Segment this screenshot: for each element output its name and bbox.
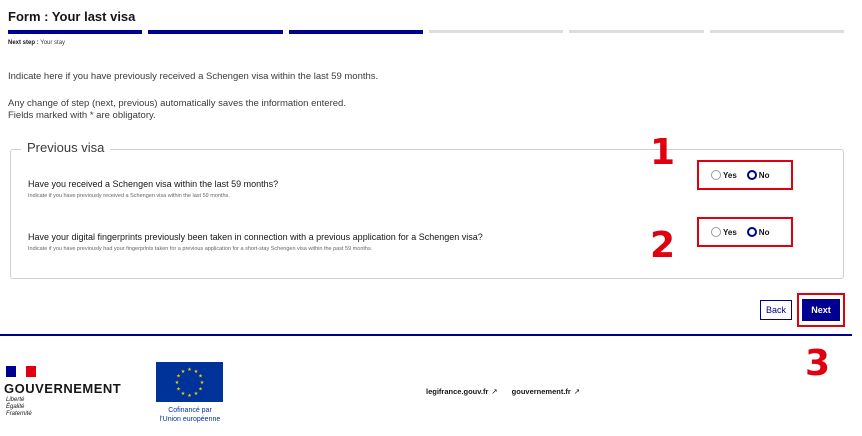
svg-text:★: ★ xyxy=(180,391,186,397)
annotation-number-1: 1 xyxy=(650,132,676,173)
radio-label-yes: Yes xyxy=(723,227,737,237)
link-text: gouvernement.fr xyxy=(511,387,571,396)
question-hint: Indicate if you have previously had your fingerprints taken for a previous application for a short-stay Schengen visa within the past 59 months. xyxy=(28,246,373,252)
footer-link-legifrance[interactable] xyxy=(426,387,498,396)
french-flag-icon xyxy=(6,366,36,377)
radio-yes-fingerprints[interactable] xyxy=(711,227,737,237)
footer-link-gouvernement[interactable] xyxy=(512,387,580,396)
question-schengen-visa xyxy=(28,179,278,199)
svg-text:★: ★ xyxy=(198,386,203,393)
radio-label-no: No xyxy=(758,227,770,237)
radio-label-yes: Yes xyxy=(723,170,737,180)
back-button[interactable]: Back xyxy=(760,300,792,320)
question-fingerprints xyxy=(28,232,483,252)
step-segment-1 xyxy=(8,30,142,34)
fieldset-legend: Previous visa xyxy=(21,140,110,155)
link-text: legifrance.gouv.fr xyxy=(426,387,489,396)
radio-group-schengen-visa xyxy=(697,160,793,190)
svg-text:★: ★ xyxy=(180,369,186,375)
step-segment-6 xyxy=(710,30,844,33)
svg-text:★: ★ xyxy=(176,373,181,380)
svg-text:★: ★ xyxy=(174,380,180,386)
annotation-number-2: 2 xyxy=(650,225,676,266)
radio-unchecked-icon xyxy=(711,227,721,237)
eu-cofinancing-caption xyxy=(140,406,240,424)
radio-no-fingerprints[interactable] xyxy=(747,227,770,237)
svg-text:★: ★ xyxy=(187,393,192,399)
autosave-text: Any change of step (next, previous) automatically saves the information entered. xyxy=(8,98,346,109)
motto-liberte: Liberté xyxy=(6,397,25,403)
previous-visa-fieldset xyxy=(10,140,844,279)
intro-text: Indicate here if you have previously received a Schengen visa within the last 59 months. xyxy=(8,71,379,82)
motto-egalite: Égalité xyxy=(6,404,25,410)
footer-divider xyxy=(0,334,852,336)
question-label: Have your digital fingerprints previously been taken in connection with a previous application for a Schengen visa? xyxy=(28,232,483,242)
question-label: Have you received a Schengen visa within the last 59 months? xyxy=(28,179,279,189)
step-segment-5 xyxy=(569,30,703,33)
eu-caption-line-2: l'Union européenne xyxy=(159,416,221,423)
question-hint: Indicate if you have previously received a Schengen visa within the last 59 months. xyxy=(28,193,230,199)
next-step-info xyxy=(8,40,65,46)
next-button-highlight xyxy=(797,293,845,327)
autosave-notice xyxy=(8,98,346,122)
svg-text:★: ★ xyxy=(187,367,192,373)
eu-flag-icon xyxy=(156,362,223,402)
motto-fraternite: Fraternité xyxy=(6,411,32,417)
page-title: Form : Your last visa xyxy=(8,9,136,24)
step-segment-2 xyxy=(148,30,282,34)
radio-group-fingerprints xyxy=(697,217,793,247)
radio-no-schengen-visa[interactable] xyxy=(747,170,770,180)
step-indicator xyxy=(8,30,844,34)
svg-text:★: ★ xyxy=(193,369,199,375)
step-segment-4 xyxy=(429,30,563,33)
radio-checked-icon xyxy=(747,170,757,180)
mandatory-fields-text: Fields marked with * are obligatory. xyxy=(8,110,156,121)
footer-links xyxy=(426,387,580,396)
radio-unchecked-icon xyxy=(711,170,721,180)
step-segment-3 xyxy=(289,30,423,34)
next-step-value: Your stay xyxy=(40,40,66,46)
svg-text:★: ★ xyxy=(193,391,199,397)
next-step-label: Next step : xyxy=(8,40,39,46)
external-link-icon: ↗ xyxy=(491,387,498,396)
government-logo-text: GOUVERNEMENT xyxy=(4,381,122,396)
svg-text:★: ★ xyxy=(198,373,203,380)
svg-text:★: ★ xyxy=(176,386,181,393)
annotation-number-3: 3 xyxy=(805,343,831,384)
radio-yes-schengen-visa[interactable] xyxy=(711,170,737,180)
radio-checked-icon xyxy=(747,227,757,237)
eu-caption-line-1: Cofinancé par xyxy=(168,407,212,414)
government-motto xyxy=(6,397,32,418)
radio-label-no: No xyxy=(758,170,770,180)
next-button[interactable]: Next xyxy=(802,299,840,321)
svg-text:★: ★ xyxy=(199,380,205,386)
external-link-icon: ↗ xyxy=(573,387,581,396)
